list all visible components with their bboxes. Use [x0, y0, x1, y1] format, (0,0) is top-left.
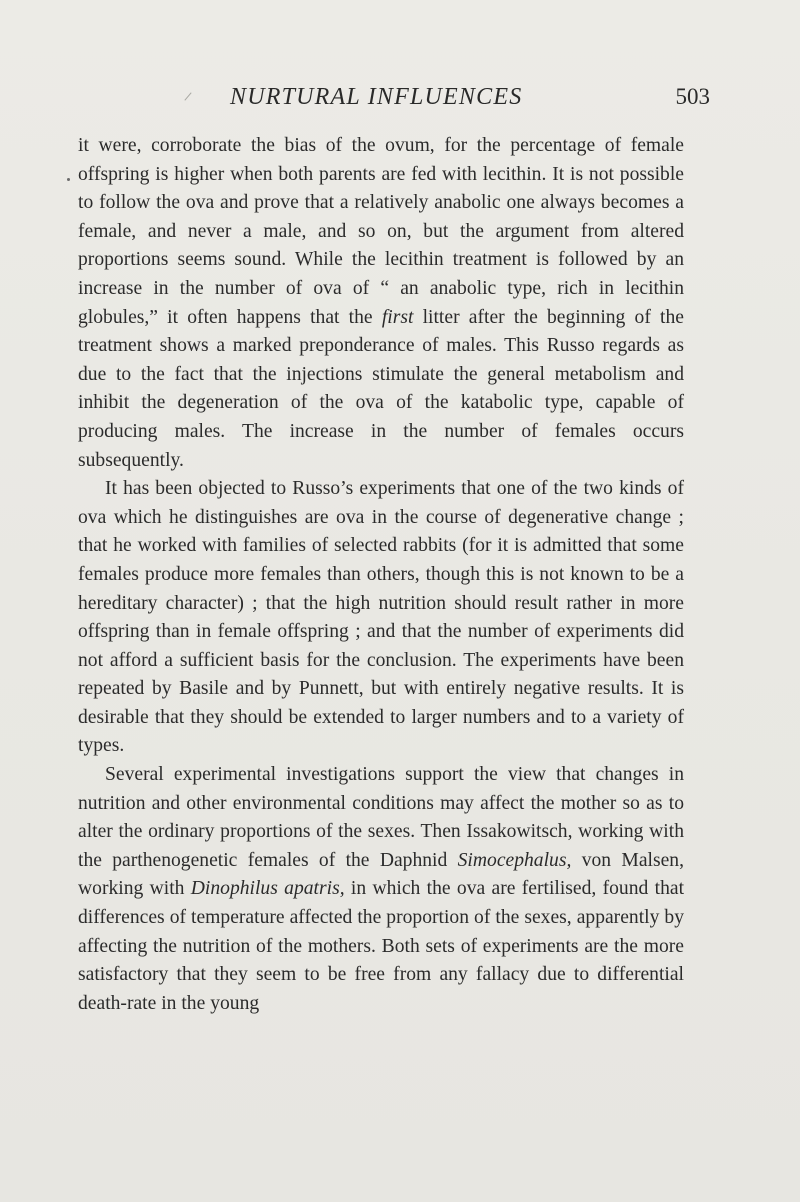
text-run: It has been objected to Russo’s experiments that one of the two kinds of ova which he distinguishes are ova in the course of degenerative change ; that he worked with families of selected rabbits (for it is admitted that some females produce more females than others, though this is not known to be a hereditary character) ; that the high nutrition should result rather in more offspring than in female offspring ; and that the number of experiments did not afford a sufficient basis for the conclusion. The experiments have been repeated by Basile and by Punnett, but with entirely negative results. It is desirable that they should be extended to larger numbers and to a variety of types. — [78, 478, 684, 757]
text-run-italic: Simocephalus, — [457, 849, 572, 871]
page-number: 503 — [675, 84, 710, 109]
running-head — [78, 84, 710, 120]
text-run: it were, corroborate the bias of the ovum, for the percentage of female offspring is higher when both parents are fed with lecithin. It is not possible to follow the ova and prove that a relatively anabolic one always becomes a female, and never a male, and so on, but the argument from altered proportions seems sound. While the lecithin treatment is followed by an increase in the number of ova of “ an anabolic type, rich in lecithin globules,” it often happens that the — [78, 135, 684, 328]
text-run: von Malsen, working with — [78, 849, 684, 900]
body-text — [78, 132, 684, 1018]
paragraph-2 — [78, 475, 684, 761]
running-title: NURTURAL INFLUENCES — [230, 84, 523, 110]
text-run-italic: Dinophilus apatris, — [190, 878, 345, 900]
margin-dot — [67, 178, 70, 181]
text-run: in which the ova are fertilised, found that differences of temperature affected the proportion of the sexes, apparently by affecting the nutrition of the mothers. Both sets of experiments are the more satisfactory that they seem to be free from any fallacy due to differential death-rate in the young — [78, 878, 685, 1014]
text-run-italic: first — [381, 306, 414, 328]
paragraph-1 — [78, 132, 684, 475]
text-run: litter after the beginning of the treatment shows a marked preponderance of males. This Russo regards as due to the fact that the injections stimulate the general metabolism and inhibit the degeneration of the ova of the katabolic type, capable of producing males. The increase in the number of females occurs subsequently. — [78, 306, 684, 471]
paragraph-3 — [78, 761, 684, 1018]
text-run: Several experimental investigations support the view that changes in nutrition and other environmental conditions may affect the mother so as to alter the ordinary proportions of the sexes. Then Issakowitsch, working with the parthenogenetic females of the Daphnid — [78, 764, 684, 871]
